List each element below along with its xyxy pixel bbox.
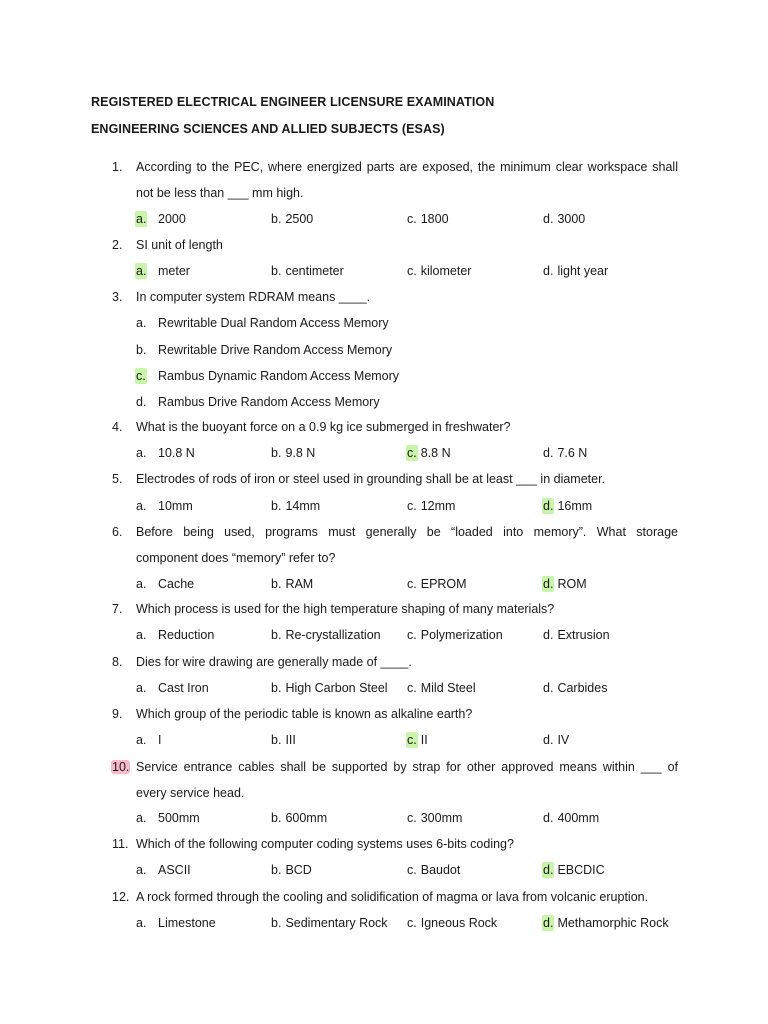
question-number: 1. [112, 160, 123, 174]
question-number: 6. [112, 525, 123, 539]
option-a: a. Limestone [136, 916, 216, 930]
option-a: a. Cache [136, 577, 195, 591]
question-text-continued: every service head. [136, 786, 245, 800]
question-text: Which process is used for the high temperature shaping of many materials? [136, 602, 555, 616]
question-number: 12. [112, 890, 130, 904]
option-c: c. Rambus Dynamic Random Access Memory [136, 369, 400, 383]
exam-title: REGISTERED ELECTRICAL ENGINEER LICENSURE EXAMINATION [91, 95, 495, 109]
option-b: b. BCD [271, 863, 312, 877]
answer-highlight: d. [543, 577, 554, 591]
option-d: d. Extrusion [543, 628, 610, 642]
question-number: 8. [112, 655, 123, 669]
exam-subtitle: ENGINEERING SCIENCES AND ALLIED SUBJECTS (ESAS) [91, 122, 445, 136]
option-d: d. EBCDIC [543, 863, 605, 877]
question-number: 9. [112, 707, 123, 721]
option-d: d. 16mm [543, 499, 593, 513]
option-a: a. 10mm [136, 499, 193, 513]
option-b: b. 14mm [271, 499, 321, 513]
answer-highlight: c. [407, 446, 417, 460]
option-c: c. II [407, 733, 428, 747]
option-d: d. 7.6 N [543, 446, 588, 460]
option-b: b. RAM [271, 577, 314, 591]
option-c: c. Igneous Rock [407, 916, 498, 930]
option-d: d. ROM [543, 577, 587, 591]
option-a: a. 10.8 N [136, 446, 195, 460]
option-a: a. Reduction [136, 628, 215, 642]
question-text: SI unit of length [136, 238, 223, 252]
option-b: b. Sedimentary Rock [271, 916, 388, 930]
option-c: c. 8.8 N [407, 446, 451, 460]
option-d: d. 3000 [543, 212, 586, 226]
option-a: a. I [136, 733, 162, 747]
question-number: 2. [112, 238, 123, 252]
option-b: b. Re-crystallization [271, 628, 381, 642]
question-text: Before being used, programs must generally be “loaded into memory”. What storage [136, 525, 678, 539]
answer-highlight: c. [407, 733, 417, 747]
question-text-continued: component does “memory” refer to? [136, 551, 336, 565]
option-b: b. 2500 [271, 212, 314, 226]
question-text: In computer system RDRAM means ____. [136, 290, 371, 304]
option-b: b. centimeter [271, 264, 344, 278]
question-text: Electrodes of rods of iron or steel used in grounding shall be at least ___ in diameter. [136, 472, 606, 486]
question-number-flagged [112, 759, 129, 775]
flagged-highlight: 10. [112, 760, 130, 774]
option-a: a. Cast Iron [136, 681, 209, 695]
option-c: c. Polymerization [407, 628, 503, 642]
option-c: c. 300mm [407, 811, 463, 825]
option-c: c. 12mm [407, 499, 456, 513]
option-b: b. 9.8 N [271, 446, 316, 460]
option-a: a. Rewritable Dual Random Access Memory [136, 316, 389, 330]
option-d: d. 400mm [543, 811, 600, 825]
question-number: 11. [112, 837, 129, 851]
question-number: 4. [112, 420, 123, 434]
answer-highlight: a. [136, 264, 147, 278]
answer-highlight: d. [543, 916, 554, 930]
option-c: c. 1800 [407, 212, 449, 226]
question-number: 7. [112, 602, 123, 616]
question-text: What is the buoyant force on a 0.9 kg ice submerged in freshwater? [136, 420, 511, 434]
option-c: c. Mild Steel [407, 681, 476, 695]
option-a: a. 2000 [136, 212, 186, 226]
option-b: b. III [271, 733, 296, 747]
question-number: 3. [112, 290, 123, 304]
answer-highlight: d. [543, 499, 554, 513]
option-b: b. High Carbon Steel [271, 681, 388, 695]
option-b: b. 600mm [271, 811, 328, 825]
question-text: According to the PEC, where energized parts are exposed, the minimum clear workspace shall [136, 160, 678, 174]
answer-highlight: d. [543, 863, 554, 877]
option-d: d. Carbides [543, 681, 608, 695]
option-a: a. meter [136, 264, 190, 278]
option-d: d. Rambus Drive Random Access Memory [136, 395, 380, 409]
option-c: c. EPROM [407, 577, 467, 591]
option-d: d. Methamorphic Rock [543, 916, 669, 930]
option-c: c. Baudot [407, 863, 461, 877]
question-text: A rock formed through the cooling and solidification of magma or lava from volcanic eruption. [136, 890, 649, 904]
question-text: Service entrance cables shall be supported by strap for other approved means within ___ of [136, 760, 678, 774]
option-d: d. IV [543, 733, 570, 747]
option-c: c. kilometer [407, 264, 472, 278]
option-a: a. ASCII [136, 863, 191, 877]
question-text: Which of the following computer coding systems uses 6-bits coding? [136, 837, 514, 851]
question-text-continued: not be less than ___ mm high. [136, 186, 304, 200]
option-d: d. light year [543, 264, 609, 278]
question-number: 5. [112, 472, 123, 486]
option-b: b. Rewritable Drive Random Access Memory [136, 343, 393, 357]
answer-highlight: c. [136, 369, 146, 383]
answer-highlight: a. [136, 212, 147, 226]
option-a: a. 500mm [136, 811, 200, 825]
question-text: Which group of the periodic table is known as alkaline earth? [136, 707, 473, 721]
question-text: Dies for wire drawing are generally made of ____. [136, 655, 412, 669]
